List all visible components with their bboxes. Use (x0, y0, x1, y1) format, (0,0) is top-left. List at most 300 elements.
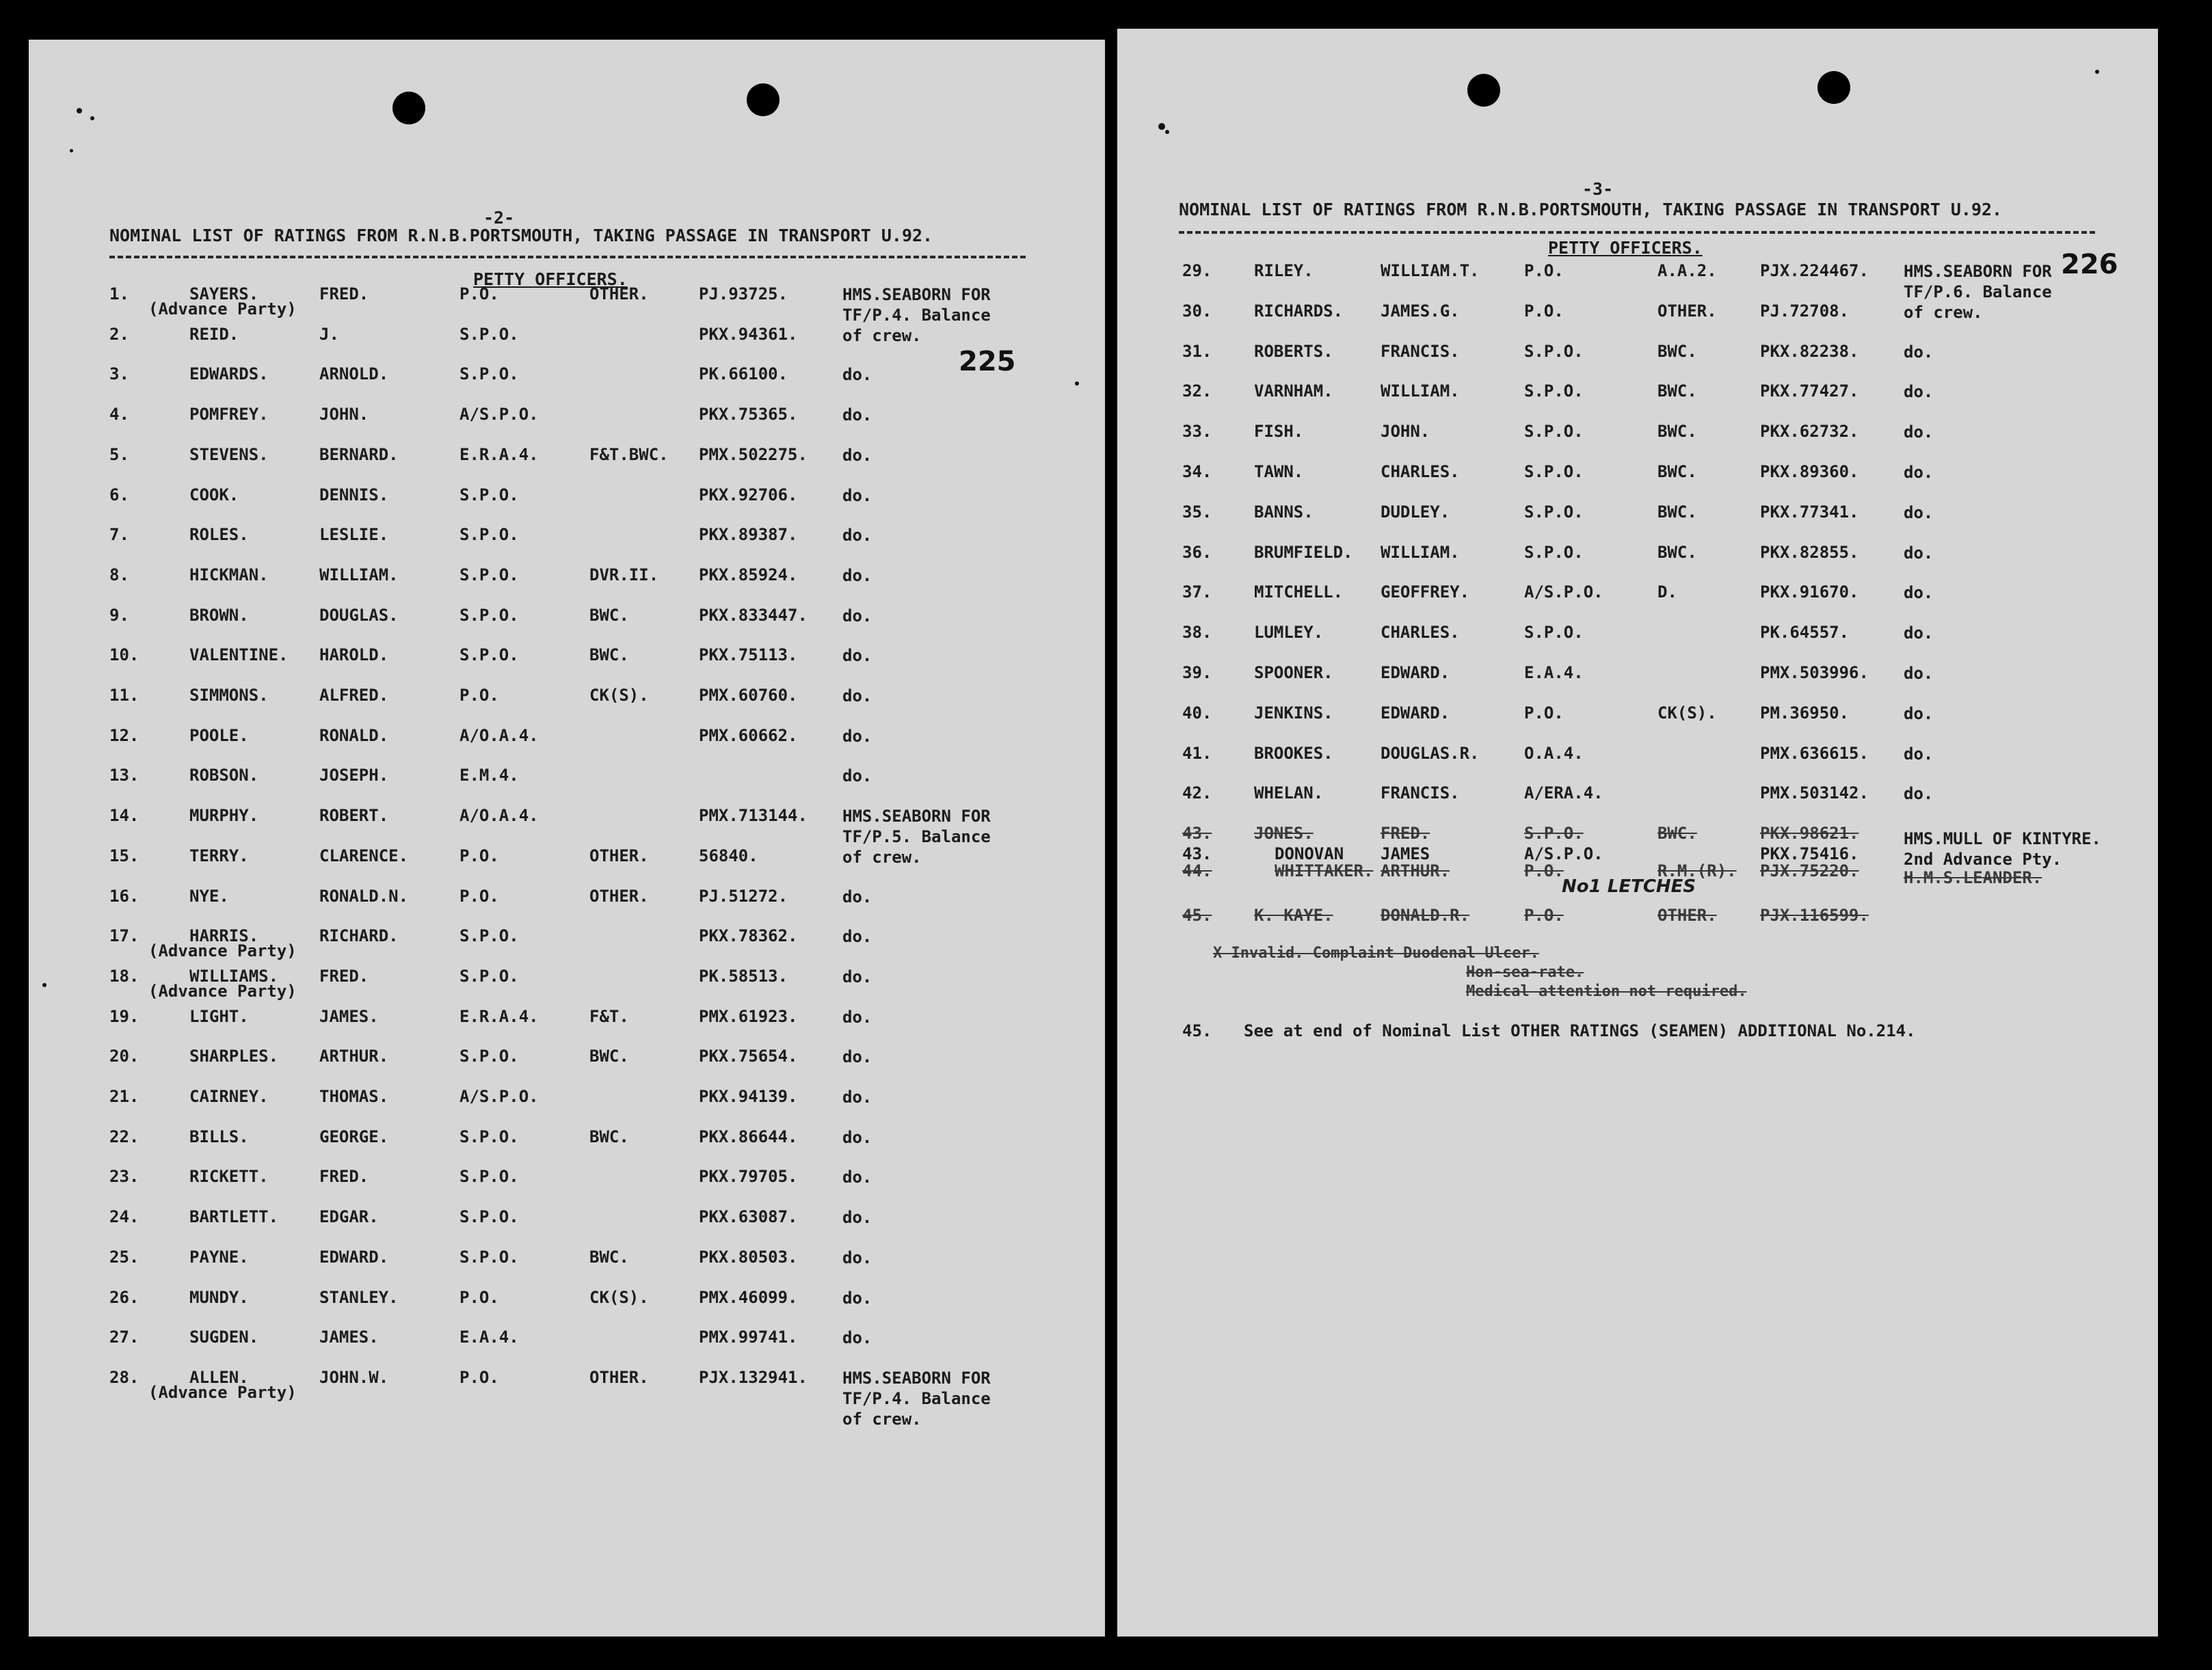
cell-official-no: PKX.77427. (1760, 381, 1859, 401)
cell-forename: JAMES. (319, 1006, 379, 1026)
cell-remarks: do. (1904, 463, 1934, 482)
cell-remarks: do. (842, 1007, 872, 1027)
cell-forename: RICHARD. (319, 926, 399, 946)
cell-surname: BARTLETT. (189, 1207, 279, 1227)
cell-forename: FRED. (319, 966, 369, 986)
cell-forename: EDGAR. (319, 1207, 379, 1227)
cell-no: 10. (109, 645, 139, 665)
cell-official-no: PK.64557. (1760, 623, 1850, 643)
cell-official-no: PKX.92706. (699, 485, 798, 504)
cell-rate: P.O. (1524, 861, 1564, 880)
cell-surname: STEVENS. (189, 444, 269, 464)
cell-official-no: PKX.78362. (699, 926, 798, 946)
cell-surname: SHARPLES. (189, 1047, 279, 1066)
footer-text: See at end of Nominal List OTHER RATINGS (SEAMEN) ADDITIONAL No.214. (1244, 1021, 1916, 1040)
cell-no: 41. (1182, 743, 1212, 763)
cell-branch: F&T.BWC. (589, 444, 669, 464)
cell-rate: S.P.O. (1524, 502, 1584, 522)
cell-forename: JAMES.G. (1381, 301, 1460, 321)
cell-rate: P.O. (459, 846, 499, 865)
cell-rate: S.P.O. (459, 1167, 519, 1187)
cell-forename: JOHN. (1381, 422, 1430, 442)
cell-rate: S.P.O. (1524, 462, 1584, 481)
speck-mark (70, 149, 73, 152)
cell-branch: DVR.II. (589, 565, 659, 584)
cell-forename: WILLIAM. (319, 565, 399, 584)
cell-remarks: do. (842, 1248, 872, 1267)
cell-surname: MUNDY. (189, 1287, 249, 1307)
cell-forename: ARTHUR. (319, 1047, 389, 1066)
cell-forename: RONALD. (319, 725, 389, 745)
cell-forename: LESLIE. (319, 525, 389, 545)
cell-forename: FRED. (319, 1167, 369, 1187)
cell-branch: OTHER. (589, 886, 649, 906)
cell-forename: EDWARD. (1381, 663, 1450, 682)
cell-branch: OTHER. (589, 1367, 649, 1387)
cell-branch: OTHER. (1657, 301, 1717, 321)
cell-branch: BWC. (589, 605, 629, 625)
cell-rate: E.A.4. (1524, 663, 1584, 682)
cell-remarks: do. (842, 405, 872, 425)
cell-no: 42. (1182, 783, 1212, 803)
cell-surname: WHELAN. (1254, 783, 1324, 803)
cell-official-no: PK.58513. (699, 966, 788, 986)
cell-surname: ROLES. (189, 525, 249, 545)
cell-forename: ARNOLD. (319, 364, 389, 384)
cell-rate: P.O. (459, 284, 499, 304)
page-right (1117, 29, 2158, 1637)
cell-rate: S.P.O. (459, 966, 519, 986)
cell-remarks: do. (1904, 784, 1934, 804)
advance-party-note: (Advance Party) (148, 941, 297, 961)
cell-branch: BWC. (1657, 381, 1697, 401)
cell-forename: GEORGE. (319, 1127, 389, 1146)
cell-forename: DONALD.R. (1381, 906, 1470, 925)
cell-official-no: PK.66100. (699, 364, 788, 384)
cell-rate: S.P.O. (459, 485, 519, 504)
cell-rate: A/S.P.O. (459, 1087, 539, 1106)
cell-forename: GEOFFREY. (1381, 582, 1470, 602)
cell-surname: RICHARDS. (1254, 301, 1344, 321)
cell-surname: ALLEN. (189, 1367, 249, 1387)
cell-no: 36. (1182, 542, 1212, 562)
cell-official-no: PKX.79705. (699, 1167, 798, 1187)
cell-surname: BROWN. (189, 605, 249, 625)
cell-forename: JAMES. (319, 1328, 379, 1347)
cell-surname: DONOVAN (1275, 844, 1344, 863)
folio-stamp: 226 (2061, 249, 2118, 280)
cell-branch: A.A.2. (1657, 261, 1717, 280)
cell-no: 19. (109, 1006, 139, 1026)
cell-forename: FRANCIS. (1381, 341, 1460, 361)
cell-remarks: do. (842, 365, 872, 385)
cell-forename: JOSEPH. (319, 766, 389, 785)
cell-official-no: PKX.80503. (699, 1247, 798, 1267)
cell-surname: K. KAYE. (1254, 906, 1333, 925)
invalid-note: Medical attention not required. (1466, 983, 1747, 1000)
cell-surname: BROOKES. (1254, 743, 1333, 763)
cell-surname: RICKETT. (189, 1167, 269, 1187)
cell-forename: J. (319, 324, 339, 344)
cell-branch: BWC. (589, 645, 629, 665)
cell-no: 25. (109, 1247, 139, 1267)
footer-number: 45. (1182, 1021, 1212, 1040)
speck-mark (1158, 123, 1165, 130)
page-title: NOMINAL LIST OF RATINGS FROM R.N.B.PORTSMOUTH, TAKING PASSAGE IN TRANSPORT U.92. (1179, 200, 2003, 219)
cell-remarks: do. (1904, 703, 1934, 723)
cell-official-no: PJ.51272. (699, 886, 788, 906)
cell-forename: CHARLES. (1381, 623, 1460, 643)
cell-official-no: PJ.93725. (699, 284, 788, 304)
cell-no: 26. (109, 1287, 139, 1307)
cell-remarks: HMS.SEABORN FOR TF/P.5. Balance of crew. (842, 807, 991, 867)
cell-rate: P.O. (1524, 906, 1564, 925)
cell-official-no: PKX.77341. (1760, 502, 1859, 522)
cell-forename: JOHN.W. (319, 1367, 389, 1387)
cell-no: 7. (109, 525, 129, 545)
cell-rate: E.R.A.4. (459, 444, 539, 464)
cell-forename: DENNIS. (319, 485, 389, 504)
cell-official-no: PKX.98621. (1760, 824, 1859, 843)
cell-forename: JOHN. (319, 405, 369, 425)
cell-forename: DUDLEY. (1381, 502, 1450, 522)
cell-surname: POMFREY. (189, 405, 269, 425)
cell-no: 9. (109, 605, 129, 625)
cell-branch: D. (1657, 582, 1677, 602)
cell-branch: BWC. (1657, 462, 1697, 481)
cell-forename: FRED. (319, 284, 369, 304)
cell-rate: A/S.P.O. (1524, 844, 1603, 863)
cell-rate: P.O. (459, 1287, 499, 1307)
cell-official-no: PMX.713144. (699, 806, 808, 826)
cell-branch: BWC. (1657, 824, 1697, 843)
cell-no: 34. (1182, 462, 1212, 481)
punch-hole (747, 83, 779, 116)
cell-rate: E.A.4. (459, 1328, 519, 1347)
cell-remarks: do. (842, 927, 872, 947)
cell-remarks: HMS.SEABORN FOR TF/P.4. Balance of crew. (842, 285, 991, 345)
cell-official-no: PKX.94139. (699, 1087, 798, 1106)
cell-no: 16. (109, 886, 139, 906)
cell-official-no: PMX.503142. (1760, 783, 1869, 803)
cell-no: 4. (109, 405, 129, 425)
title-dashes (109, 256, 1026, 258)
cell-surname: PAYNE. (189, 1247, 249, 1267)
cell-rate: S.P.O. (1524, 341, 1584, 361)
folio-stamp: 225 (959, 346, 1016, 377)
cell-surname: WILLIAMS. (189, 966, 279, 986)
cell-surname: MITCHELL. (1254, 582, 1344, 602)
cell-surname: NYE. (189, 886, 229, 906)
cell-surname: COOK. (189, 485, 239, 504)
speck-mark (77, 108, 82, 113)
cell-rate: O.A.4. (1524, 743, 1584, 763)
punch-hole (392, 92, 425, 124)
cell-official-no: PKX.82238. (1760, 341, 1859, 361)
cell-forename: WILLIAM. (1381, 542, 1460, 562)
cell-forename: EDWARD. (319, 1247, 389, 1267)
speck-mark (42, 983, 46, 987)
speck-mark (1075, 381, 1079, 386)
cell-no: 13. (109, 766, 139, 785)
cell-surname: SPOONER. (1254, 663, 1333, 682)
cell-official-no: PJX.224467. (1760, 261, 1869, 280)
cell-rate: A/S.P.O. (1524, 582, 1603, 602)
cell-remarks: do. (842, 565, 872, 585)
cell-remarks: do. (842, 485, 872, 505)
cell-surname: SIMMONS. (189, 686, 269, 705)
cell-official-no: PKX.62732. (1760, 422, 1859, 442)
cell-forename: STANLEY. (319, 1287, 399, 1307)
cell-branch: BWC. (1657, 502, 1697, 522)
cell-official-no: PM.36950. (1760, 703, 1850, 723)
cell-remarks: do. (842, 887, 872, 906)
cell-surname: POOLE. (189, 725, 249, 745)
cell-forename: DOUGLAS. (319, 605, 399, 625)
cell-remarks: do. (842, 606, 872, 625)
cell-no: 8. (109, 565, 129, 584)
cell-rate: A/S.P.O. (459, 405, 539, 425)
cell-remarks: H.M.S.LEANDER. (1904, 868, 2042, 887)
cell-branch: BWC. (1657, 341, 1697, 361)
cell-surname: CAIRNEY. (189, 1087, 269, 1106)
cell-rate: P.O. (1524, 703, 1564, 723)
cell-rate: S.P.O. (1524, 542, 1584, 562)
cell-surname: MURPHY. (189, 806, 259, 826)
cell-no: 2. (109, 324, 129, 344)
cell-remarks: do. (1904, 382, 1934, 402)
cell-remarks: do. (842, 1127, 872, 1147)
cell-rate: A/ERA.4. (1524, 783, 1603, 803)
section-heading: PETTY OFFICERS. (473, 269, 628, 289)
page-number: -3- (1582, 179, 1614, 199)
cell-official-no: PKX.91670. (1760, 582, 1859, 602)
cell-no: 22. (109, 1127, 139, 1146)
cell-no: 3. (109, 364, 129, 384)
invalid-note: X Invalid. Complaint Duodenal Ulcer. (1213, 945, 1539, 962)
cell-no: 14. (109, 806, 139, 826)
cell-remarks: HMS.SEABORN FOR TF/P.4. Balance of crew. (842, 1368, 991, 1429)
cell-rate: S.P.O. (459, 525, 519, 545)
handwritten-note: No1 LETCHES (1562, 876, 1696, 897)
cell-branch: F&T. (589, 1006, 629, 1026)
cell-official-no: PKX.75416. (1760, 844, 1859, 863)
cell-official-no: PKX.75113. (699, 645, 798, 665)
cell-no: 24. (109, 1207, 139, 1227)
cell-official-no: PKX.82855. (1760, 542, 1859, 562)
cell-rate: E.M.4. (459, 766, 519, 785)
cell-branch: CK(S). (1657, 703, 1717, 723)
cell-branch: BWC. (589, 1127, 629, 1146)
cell-remarks: do. (842, 766, 872, 786)
speck-mark (1165, 130, 1169, 134)
cell-branch: R.M.(R). (1657, 861, 1737, 880)
cell-surname: BRUMFIELD. (1254, 542, 1353, 562)
cell-forename: WILLIAM. (1381, 381, 1460, 401)
cell-no: 11. (109, 686, 139, 705)
cell-no: 23. (109, 1167, 139, 1187)
cell-remarks: do. (842, 1168, 872, 1187)
cell-rate: S.P.O. (459, 1207, 519, 1227)
cell-forename: RONALD.N. (319, 886, 409, 906)
cell-forename: EDWARD. (1381, 703, 1450, 723)
cell-branch: BWC. (589, 1047, 629, 1066)
cell-forename: BERNARD. (319, 444, 399, 464)
cell-official-no: PKX.833447. (699, 605, 808, 625)
cell-no: 38. (1182, 623, 1212, 643)
cell-branch: OTHER. (589, 846, 649, 865)
cell-no: 18. (109, 966, 139, 986)
cell-branch: BWC. (1657, 542, 1697, 562)
cell-official-no: 56840. (699, 846, 758, 865)
cell-forename: CHARLES. (1381, 462, 1460, 481)
cell-official-no: PKX.75365. (699, 405, 798, 425)
cell-rate: S.P.O. (1524, 824, 1584, 843)
cell-official-no: PKX.89387. (699, 525, 798, 545)
cell-no: 15. (109, 846, 139, 865)
cell-no: 32. (1182, 381, 1212, 401)
cell-no: 40. (1182, 703, 1212, 723)
cell-rate: S.P.O. (459, 1047, 519, 1066)
cell-surname: FISH. (1254, 422, 1304, 442)
cell-rate: S.P.O. (459, 324, 519, 344)
cell-official-no: PMX.60662. (699, 725, 798, 745)
cell-no: 1. (109, 284, 129, 304)
cell-surname: HICKMAN. (189, 565, 269, 584)
cell-official-no: PMX.99741. (699, 1328, 798, 1347)
cell-official-no: PJX.75220. (1760, 861, 1859, 880)
cell-no: 31. (1182, 341, 1212, 361)
cell-forename: FRED. (1381, 824, 1430, 843)
cell-remarks: do. (842, 646, 872, 666)
cell-surname: ROBSON. (189, 766, 259, 785)
cell-surname: SUGDEN. (189, 1328, 259, 1347)
cell-forename: JAMES (1381, 844, 1430, 863)
cell-official-no: PJ.72708. (1760, 301, 1850, 321)
cell-rate: P.O. (459, 886, 499, 906)
cell-surname: LIGHT. (189, 1006, 249, 1026)
punch-hole (1467, 74, 1500, 107)
cell-official-no: PMX.503996. (1760, 663, 1869, 682)
cell-remarks: do. (842, 1288, 872, 1308)
cell-surname: VARNHAM. (1254, 381, 1333, 401)
page-title: NOMINAL LIST OF RATINGS FROM R.N.B.PORTSMOUTH, TAKING PASSAGE IN TRANSPORT U.92. (109, 226, 933, 245)
cell-rate: S.P.O. (459, 1127, 519, 1146)
cell-rate: S.P.O. (459, 926, 519, 946)
cell-forename: DOUGLAS.R. (1381, 743, 1480, 763)
cell-official-no: PMX.636615. (1760, 743, 1869, 763)
cell-remarks: do. (842, 1088, 872, 1107)
cell-rate: P.O. (459, 1367, 499, 1387)
cell-remarks: do. (1904, 342, 1934, 362)
page-number: -2- (483, 208, 515, 228)
cell-no: 43. (1182, 824, 1212, 843)
cell-surname: ROBERTS. (1254, 341, 1333, 361)
section-heading: PETTY OFFICERS. (1548, 238, 1703, 258)
cell-forename: THOMAS. (319, 1087, 389, 1106)
cell-no: 45. (1182, 906, 1212, 925)
cell-forename: WILLIAM.T. (1381, 261, 1480, 280)
cell-remarks: do. (1904, 543, 1934, 563)
cell-rate: S.P.O. (459, 1247, 519, 1267)
cell-rate: S.P.O. (1524, 381, 1584, 401)
cell-no: 33. (1182, 422, 1212, 442)
cell-no: 29. (1182, 261, 1212, 280)
cell-surname: EDWARDS. (189, 364, 269, 384)
cell-no: 28. (109, 1367, 139, 1387)
cell-remarks: do. (842, 526, 872, 546)
cell-remarks: do. (1904, 422, 1934, 442)
cell-no: 27. (109, 1328, 139, 1347)
cell-official-no: PMX.61923. (699, 1006, 798, 1026)
cell-surname: TERRY. (189, 846, 249, 865)
cell-no: 6. (109, 485, 129, 504)
speck-mark (2095, 70, 2099, 74)
cell-remarks: do. (842, 445, 872, 465)
cell-forename: HAROLD. (319, 645, 389, 665)
cell-official-no: PKX.94361. (699, 324, 798, 344)
cell-no: 12. (109, 725, 139, 745)
cell-rate: P.O. (1524, 301, 1564, 321)
cell-forename: CLARENCE. (319, 846, 409, 865)
cell-surname: WHITTAKER. (1275, 861, 1374, 880)
cell-branch: BWC. (589, 1247, 629, 1267)
cell-remarks: do. (842, 726, 872, 746)
speck-mark (90, 116, 94, 120)
cell-official-no: PJX.132941. (699, 1367, 808, 1387)
cell-official-no: PKX.75654. (699, 1047, 798, 1066)
cell-rate: P.O. (1524, 261, 1564, 280)
cell-rate: A/O.A.4. (459, 806, 539, 826)
cell-rate: S.P.O. (1524, 623, 1584, 643)
cell-surname: JENKINS. (1254, 703, 1333, 723)
cell-surname: LUMLEY. (1254, 623, 1324, 643)
cell-surname: VALENTINE. (189, 645, 289, 665)
cell-surname: TAWN. (1254, 462, 1304, 481)
cell-no: 20. (109, 1047, 139, 1066)
cell-branch: OTHER. (589, 284, 649, 304)
cell-surname: REID. (189, 324, 239, 344)
cell-no: 43. (1182, 844, 1212, 863)
cell-surname: HARRIS. (189, 926, 259, 946)
cell-rate: P.O. (459, 686, 499, 705)
cell-surname: BANNS. (1254, 502, 1314, 522)
cell-forename: ROBERT. (319, 806, 389, 826)
cell-surname: BILLS. (189, 1127, 249, 1146)
advance-party-note: (Advance Party) (148, 1382, 297, 1402)
cell-official-no: PJX.116599. (1760, 906, 1869, 925)
cell-official-no: PMX.46099. (699, 1287, 798, 1307)
cell-branch: CK(S). (589, 1287, 649, 1307)
advance-party-note: (Advance Party) (148, 299, 297, 319)
cell-remarks: do. (1904, 664, 1934, 683)
cell-remarks: do. (842, 1047, 872, 1067)
title-dashes (1179, 231, 2095, 234)
cell-no: 35. (1182, 502, 1212, 522)
page-left (29, 40, 1105, 1637)
cell-branch: OTHER. (1657, 906, 1717, 925)
cell-no: 17. (109, 926, 139, 946)
cell-forename: ARTHUR. (1381, 861, 1450, 880)
cell-official-no: PMX.60760. (699, 686, 798, 705)
cell-rate: S.P.O. (459, 364, 519, 384)
cell-remarks: do. (1904, 502, 1934, 522)
cell-remarks: do. (842, 1328, 872, 1348)
cell-forename: ALFRED. (319, 686, 389, 705)
invalid-note: Hon-sea-rate. (1466, 964, 1584, 981)
cell-official-no: PMX.502275. (699, 444, 808, 464)
cell-remarks: do. (1904, 623, 1934, 643)
